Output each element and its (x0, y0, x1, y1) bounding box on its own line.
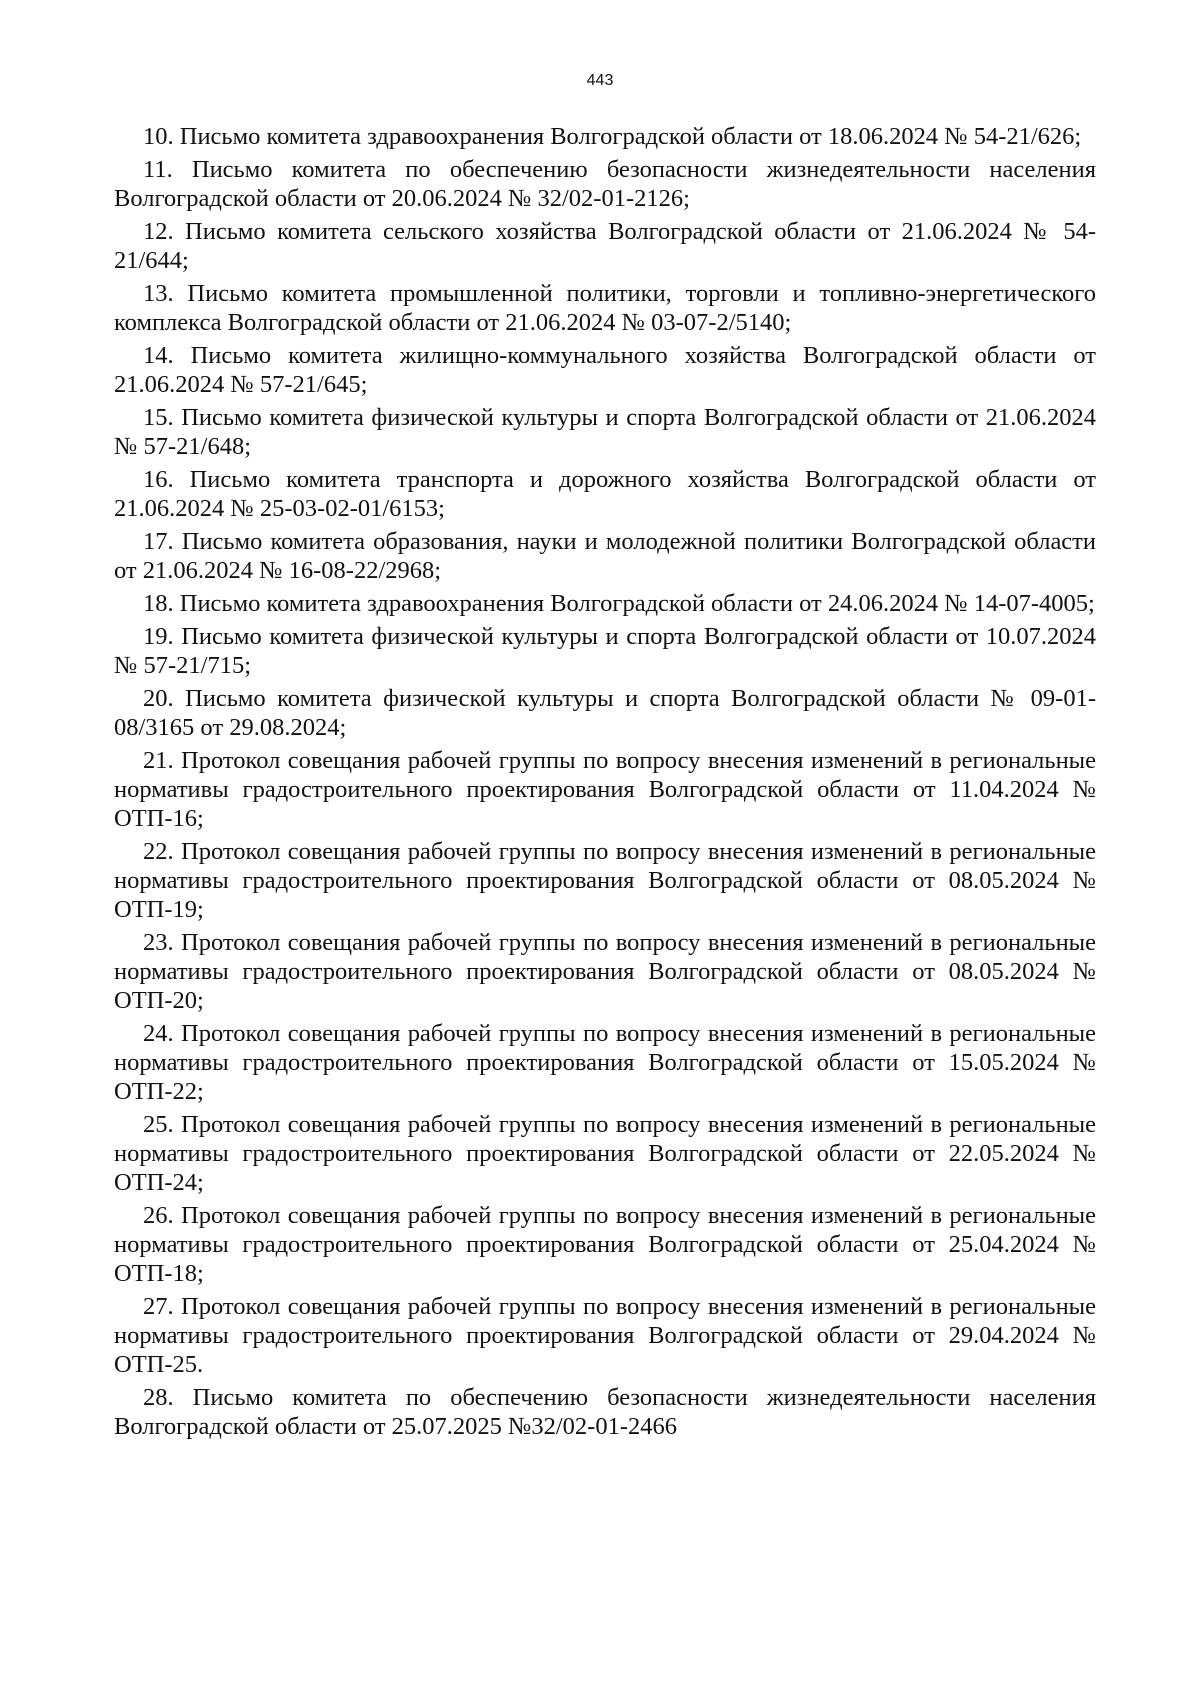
list-item (114, 684, 1096, 742)
reference-list (114, 122, 1096, 1445)
item-text: Протокол совещания рабочей группы по вопросу внесения изменений в региональные нормативы градостроительного проектирования Волгоградской области от 25.04.2024 № ОТП-18; (114, 1202, 1097, 1287)
item-number: 25. (143, 1111, 174, 1138)
item-number: 11. (143, 156, 173, 183)
list-item (114, 279, 1096, 337)
list-item (114, 837, 1096, 924)
list-item (114, 928, 1096, 1015)
item-text: Письмо комитета сельского хозяйства Волгоградской области от 21.06.2024 № 54-21/644; (114, 218, 1096, 274)
item-number: 24. (143, 1020, 174, 1047)
list-item (114, 1383, 1096, 1441)
list-item (114, 1019, 1096, 1106)
item-text: Письмо комитета физической культуры и спорта Волгоградской области № 09-01-08/3165 от 29.08.2024; (114, 685, 1097, 741)
item-number: 28. (143, 1384, 174, 1411)
item-text: Протокол совещания рабочей группы по вопросу внесения изменений в региональные нормативы градостроительного проектирования Волгоградской области от 15.05.2024 № ОТП-22; (114, 1020, 1097, 1105)
item-text: Письмо комитета жилищно-коммунального хозяйства Волгоградской области от 21.06.2024 № 57-21/645; (114, 342, 1096, 398)
item-number: 18. (143, 590, 174, 617)
item-text: Протокол совещания рабочей группы по вопросу внесения изменений в региональные нормативы градостроительного проектирования Волгоградской области от 11.04.2024 № ОТП-16; (114, 747, 1097, 832)
list-item (114, 1292, 1096, 1379)
item-number: 19. (143, 623, 174, 650)
item-number: 20. (143, 685, 174, 712)
item-number: 14. (143, 342, 174, 369)
list-item (114, 589, 1096, 618)
item-number: 10. (143, 123, 174, 150)
item-number: 13. (143, 280, 174, 307)
list-item (114, 403, 1096, 461)
list-item (114, 746, 1096, 833)
item-number: 15. (143, 404, 174, 431)
item-number: 21. (143, 747, 174, 774)
list-item (114, 527, 1096, 585)
list-item (114, 1110, 1096, 1197)
item-text: Письмо комитета здравоохранения Волгоградской области от 24.06.2024 № 14-07-4005; (179, 590, 1095, 617)
item-number: 26. (143, 1202, 174, 1229)
item-number: 17. (143, 528, 174, 555)
item-text: Протокол совещания рабочей группы по вопросу внесения изменений в региональные нормативы градостроительного проектирования Волгоградской области от 29.04.2024 № ОТП-25. (114, 1293, 1097, 1378)
item-text: Письмо комитета здравоохранения Волгоградской области от 18.06.2024 № 54-21/626; (179, 123, 1082, 150)
list-item (114, 122, 1096, 151)
item-text: Письмо комитета физической культуры и спорта Волгоградской области от 10.07.2024 № 57-21/715; (114, 623, 1097, 679)
list-item (114, 341, 1096, 399)
list-item (114, 622, 1096, 680)
item-text: Письмо комитета физической культуры и спорта Волгоградской области от 21.06.2024 № 57-21/648; (114, 404, 1097, 460)
item-text: Письмо комитета образования, науки и молодежной политики Волгоградской области от 21.06.2024 № 16-08-22/2968; (114, 528, 1097, 584)
list-item (114, 1201, 1096, 1288)
item-number: 23. (143, 929, 174, 956)
list-item (114, 155, 1096, 213)
item-number: 27. (143, 1293, 174, 1320)
item-text: Письмо комитета по обеспечению безопасности жизнедеятельности населения Волгоградской области от 20.06.2024 № 32/02-01-2126; (114, 156, 1097, 212)
item-number: 22. (143, 838, 174, 865)
list-item (114, 217, 1096, 275)
item-text: Протокол совещания рабочей группы по вопросу внесения изменений в региональные нормативы градостроительного проектирования Волгоградской области от 08.05.2024 № ОТП-19; (114, 838, 1097, 923)
item-text: Протокол совещания рабочей группы по вопросу внесения изменений в региональные нормативы градостроительного проектирования Волгоградской области от 08.05.2024 № ОТП-20; (114, 929, 1097, 1014)
item-text: Протокол совещания рабочей группы по вопросу внесения изменений в региональные нормативы градостроительного проектирования Волгоградской области от 22.05.2024 № ОТП-24; (114, 1111, 1097, 1196)
item-text: Письмо комитета промышленной политики, торговли и топливно-энергетического комплекса Волгоградской области от 21.06.2024 № 03-07-2/5140; (114, 280, 1096, 336)
item-number: 16. (143, 466, 174, 493)
list-item (114, 465, 1096, 523)
page-number: 443 (586, 72, 614, 89)
item-number: 12. (143, 218, 174, 245)
item-text: Письмо комитета транспорта и дорожного хозяйства Волгоградской области от 21.06.2024 № 25-03-02-01/6153; (114, 466, 1096, 522)
item-text: Письмо комитета по обеспечению безопасности жизнедеятельности населения Волгоградской области от 25.07.2025 №32/02-01-2466 (114, 1384, 1097, 1440)
